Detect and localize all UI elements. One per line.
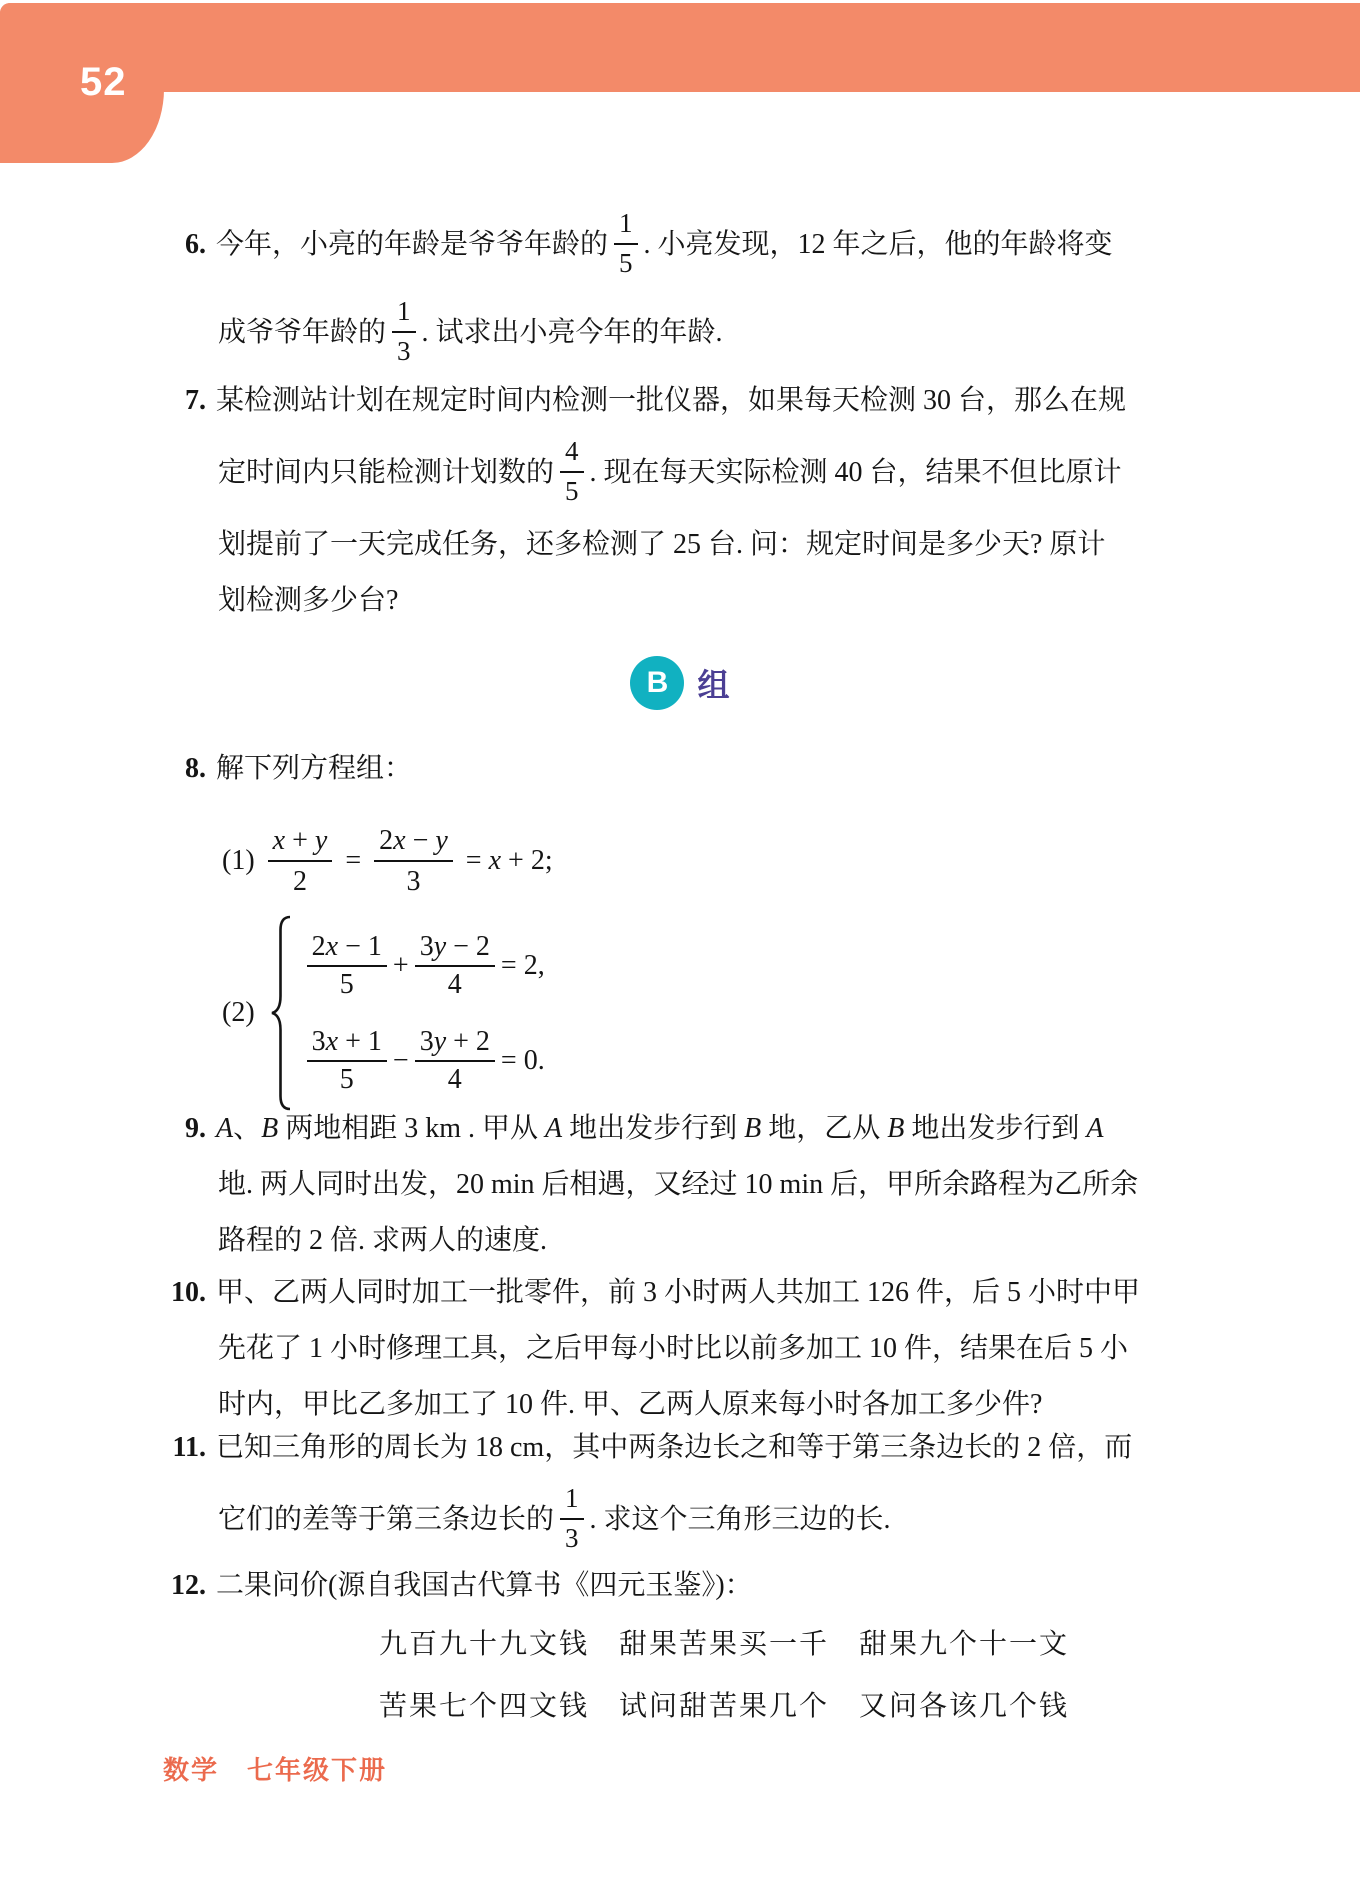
fraction — [268, 823, 333, 899]
footer-book-title: 数学 七年级下册 — [163, 1755, 388, 1785]
text-run: . 求这个三角形三边的长. — [589, 1503, 891, 1535]
fraction — [415, 931, 495, 1000]
text-run: 4 — [447, 968, 462, 1000]
text-run: 3 — [419, 1026, 434, 1058]
text-run: 2 — [311, 931, 326, 963]
text-run: − — [405, 824, 436, 856]
fraction-numerator — [268, 823, 333, 858]
fraction — [560, 435, 584, 509]
text-run: 5 — [339, 1063, 354, 1095]
text-run: x — [325, 931, 339, 963]
fraction-numerator — [307, 931, 387, 962]
problem-line — [130, 1320, 1230, 1376]
text-run: B — [744, 1112, 762, 1144]
fraction-bar — [268, 860, 333, 862]
text-run: 3 — [565, 1523, 579, 1553]
text-run: 先花了 1 小时修理工具，之后甲每小时比以前多加工 10 件，结果在后 5 小 — [218, 1332, 1129, 1364]
fraction-bar — [560, 471, 584, 473]
text-run: 1 — [565, 1483, 579, 1514]
text-run: 2 — [292, 865, 307, 897]
text-run: 路程的 2 倍. 求两人的速度. — [218, 1224, 548, 1256]
text-run: . 现在每天实际检测 40 台，结果不但比原计 — [589, 456, 1122, 488]
text-run: A — [216, 1112, 234, 1144]
text-run: 某检测站计划在规定时间内检测一批仪器，如果每天检测 30 台，那么在规 — [216, 384, 1127, 416]
text-run: 成爷爷年龄的 — [218, 316, 387, 348]
problem-line — [130, 372, 1230, 428]
fraction-bar — [560, 1518, 584, 1520]
problem-9 — [130, 1100, 1230, 1268]
fraction-denominator — [560, 475, 584, 509]
text-run: 地. 两人同时出发，20 min 后相遇，又经过 10 min 后，甲所余路程为乙所余 — [218, 1168, 1139, 1200]
group-b-letter: B — [646, 666, 669, 699]
problem-6 — [130, 200, 1230, 376]
text-run: (1) — [222, 845, 262, 876]
text-run: x — [488, 845, 502, 876]
problem-line — [130, 1419, 1230, 1475]
text-run: 3 — [419, 931, 434, 963]
problem-line — [130, 740, 1230, 796]
problem-line — [130, 1100, 1230, 1156]
fraction-numerator — [415, 931, 495, 962]
text-run: 2 — [379, 824, 394, 856]
fraction-bar — [614, 243, 638, 245]
fraction — [415, 1026, 495, 1095]
text-run: 地出发步行到 — [904, 1112, 1087, 1144]
system-equation-row — [301, 1013, 545, 1108]
problem-number: 10. — [171, 1276, 206, 1308]
text-run: 5 — [619, 248, 633, 278]
fraction-bar — [374, 860, 453, 862]
fraction — [374, 823, 453, 899]
text-run: 二果问价(源自我国古代算书《四元玉鉴》)： — [216, 1569, 753, 1601]
fraction-denominator — [443, 1064, 467, 1095]
text-run: 两地相距 3 km . 甲从 — [278, 1112, 546, 1144]
fraction-bar — [307, 1060, 387, 1062]
fraction-numerator — [560, 435, 584, 469]
text-run: y — [433, 1026, 447, 1058]
text-run: . 小亮发现，12 年之后，他的年龄将变 — [643, 228, 1113, 260]
fraction-denominator — [335, 1064, 359, 1095]
text-run: − — [392, 1044, 409, 1076]
problem-number: 6. — [185, 228, 206, 260]
text-run: y — [435, 824, 448, 856]
text-run: . 试求出小亮今年的年龄. — [421, 316, 723, 348]
fraction-numerator — [415, 1026, 495, 1057]
fraction — [614, 207, 638, 281]
fraction-numerator — [307, 1026, 387, 1057]
group-b-badge — [0, 656, 1360, 710]
text-run: A — [545, 1112, 563, 1144]
text-run: 划检测多少台? — [218, 584, 399, 616]
text-run: y — [433, 931, 447, 963]
problem-12 — [130, 1557, 1230, 1737]
text-run: + 1 — [338, 1026, 382, 1058]
text-run: 甲、乙两人同时加工一批零件，前 3 小时两人共加工 126 件，后 5 小时中甲 — [216, 1276, 1141, 1308]
text-run: 地出发步行到 — [562, 1112, 745, 1144]
text-run: + — [285, 824, 315, 856]
problem-line — [130, 428, 1230, 516]
text-run: − 2 — [446, 931, 490, 963]
text-run: + 2; — [501, 845, 553, 876]
problem-line — [130, 1212, 1230, 1268]
group-b-circle-icon — [630, 656, 684, 710]
text-run: 解下列方程组： — [216, 752, 413, 784]
text-run: 4 — [447, 1063, 462, 1095]
system-label: (2) — [222, 997, 255, 1028]
text-run: 今年，小亮的年龄是爷爷年龄的 — [216, 228, 609, 260]
fraction — [560, 1482, 584, 1556]
problem-number: 8. — [185, 752, 206, 784]
group-b-label: 组 — [697, 667, 730, 703]
fraction-denominator — [392, 335, 416, 369]
text-run: 1 — [619, 208, 633, 239]
text-run: 4 — [565, 436, 579, 467]
text-run: 、 — [233, 1112, 262, 1144]
problem-line — [130, 1675, 1230, 1737]
problem-line — [130, 1557, 1230, 1613]
text-run: 已知三角形的周长为 18 cm，其中两条边长之和等于第三条边长的 2 倍，而 — [216, 1431, 1133, 1463]
system-brace-icon — [269, 915, 293, 1111]
text-run: x — [272, 824, 286, 856]
problem-line — [130, 1613, 1230, 1675]
fraction-bar — [392, 331, 416, 333]
problem-number: 9. — [185, 1112, 206, 1144]
fraction — [307, 1026, 387, 1095]
text-run: B — [261, 1112, 279, 1144]
text-run: 5 — [339, 968, 354, 1000]
text-run: 定时间内只能检测计划数的 — [218, 456, 555, 488]
problem-10 — [130, 1264, 1230, 1432]
problem-number: 12. — [171, 1569, 206, 1601]
fraction-denominator — [560, 1522, 584, 1556]
fraction-bar — [307, 965, 387, 967]
problem-line — [130, 808, 1230, 913]
text-run: 3 — [397, 336, 411, 366]
problem-7 — [130, 372, 1230, 628]
problem-line — [130, 516, 1230, 572]
problem-number: 7. — [185, 384, 206, 416]
text-run: = 2, — [500, 949, 545, 981]
problem-line — [130, 572, 1230, 628]
problem-line — [130, 288, 1230, 376]
text-run: 九百九十九文钱 甜果苦果买一千 甜果九个十一文 — [378, 1628, 1069, 1660]
system-rows — [301, 918, 545, 1108]
text-run: − 1 — [338, 931, 382, 963]
text-run: = — [458, 845, 489, 876]
problem-number: 11. — [172, 1431, 206, 1463]
text-run: x — [393, 824, 406, 856]
fraction-numerator — [374, 823, 453, 858]
text-run: A — [1086, 1112, 1104, 1144]
equation-system — [130, 915, 1230, 1111]
problem-11 — [130, 1419, 1230, 1563]
fraction-numerator — [392, 295, 416, 329]
fraction-denominator — [614, 247, 638, 281]
header-band — [0, 3, 1360, 92]
text-run: 5 — [565, 476, 579, 506]
text-run: B — [887, 1112, 905, 1144]
problem-line — [130, 1156, 1230, 1212]
fraction-denominator — [401, 864, 425, 899]
text-run: 划提前了一天完成任务，还多检测了 25 台. 问：规定时间是多少天? 原计 — [218, 528, 1106, 560]
text-run: 时内，甲比乙多加工了 10 件. 甲、乙两人原来每小时各加工多少件? — [218, 1388, 1043, 1420]
text-run: y — [314, 824, 328, 856]
fraction — [307, 931, 387, 1000]
problem-line — [130, 200, 1230, 288]
fraction-bar — [415, 965, 495, 967]
problem-line — [130, 1475, 1230, 1563]
text-run: + 2 — [446, 1026, 490, 1058]
text-run: = 0. — [500, 1044, 545, 1076]
fraction-denominator — [335, 969, 359, 1000]
text-run: x — [325, 1026, 339, 1058]
page-number: 52 — [80, 60, 127, 104]
fraction-denominator — [443, 969, 467, 1000]
text-run: 地，乙从 — [761, 1112, 888, 1144]
text-run: 3 — [311, 1026, 326, 1058]
text-run: 苦果七个四文钱 试问甜苦果几个 又问各该几个钱 — [378, 1690, 1069, 1722]
fraction-numerator — [614, 207, 638, 241]
text-run: 它们的差等于第三条边长的 — [218, 1503, 555, 1535]
fraction-numerator — [560, 1482, 584, 1516]
text-run: = — [338, 845, 369, 876]
problem-8 — [130, 740, 1230, 1111]
text-run: 3 — [406, 865, 421, 897]
system-equation-row — [301, 918, 545, 1013]
problem-line — [130, 1264, 1230, 1320]
fraction-denominator — [288, 864, 312, 899]
fraction-bar — [415, 1060, 495, 1062]
text-run: 1 — [397, 296, 411, 327]
text-run: + — [392, 949, 409, 981]
system-brace — [269, 915, 293, 1111]
fraction — [392, 295, 416, 369]
